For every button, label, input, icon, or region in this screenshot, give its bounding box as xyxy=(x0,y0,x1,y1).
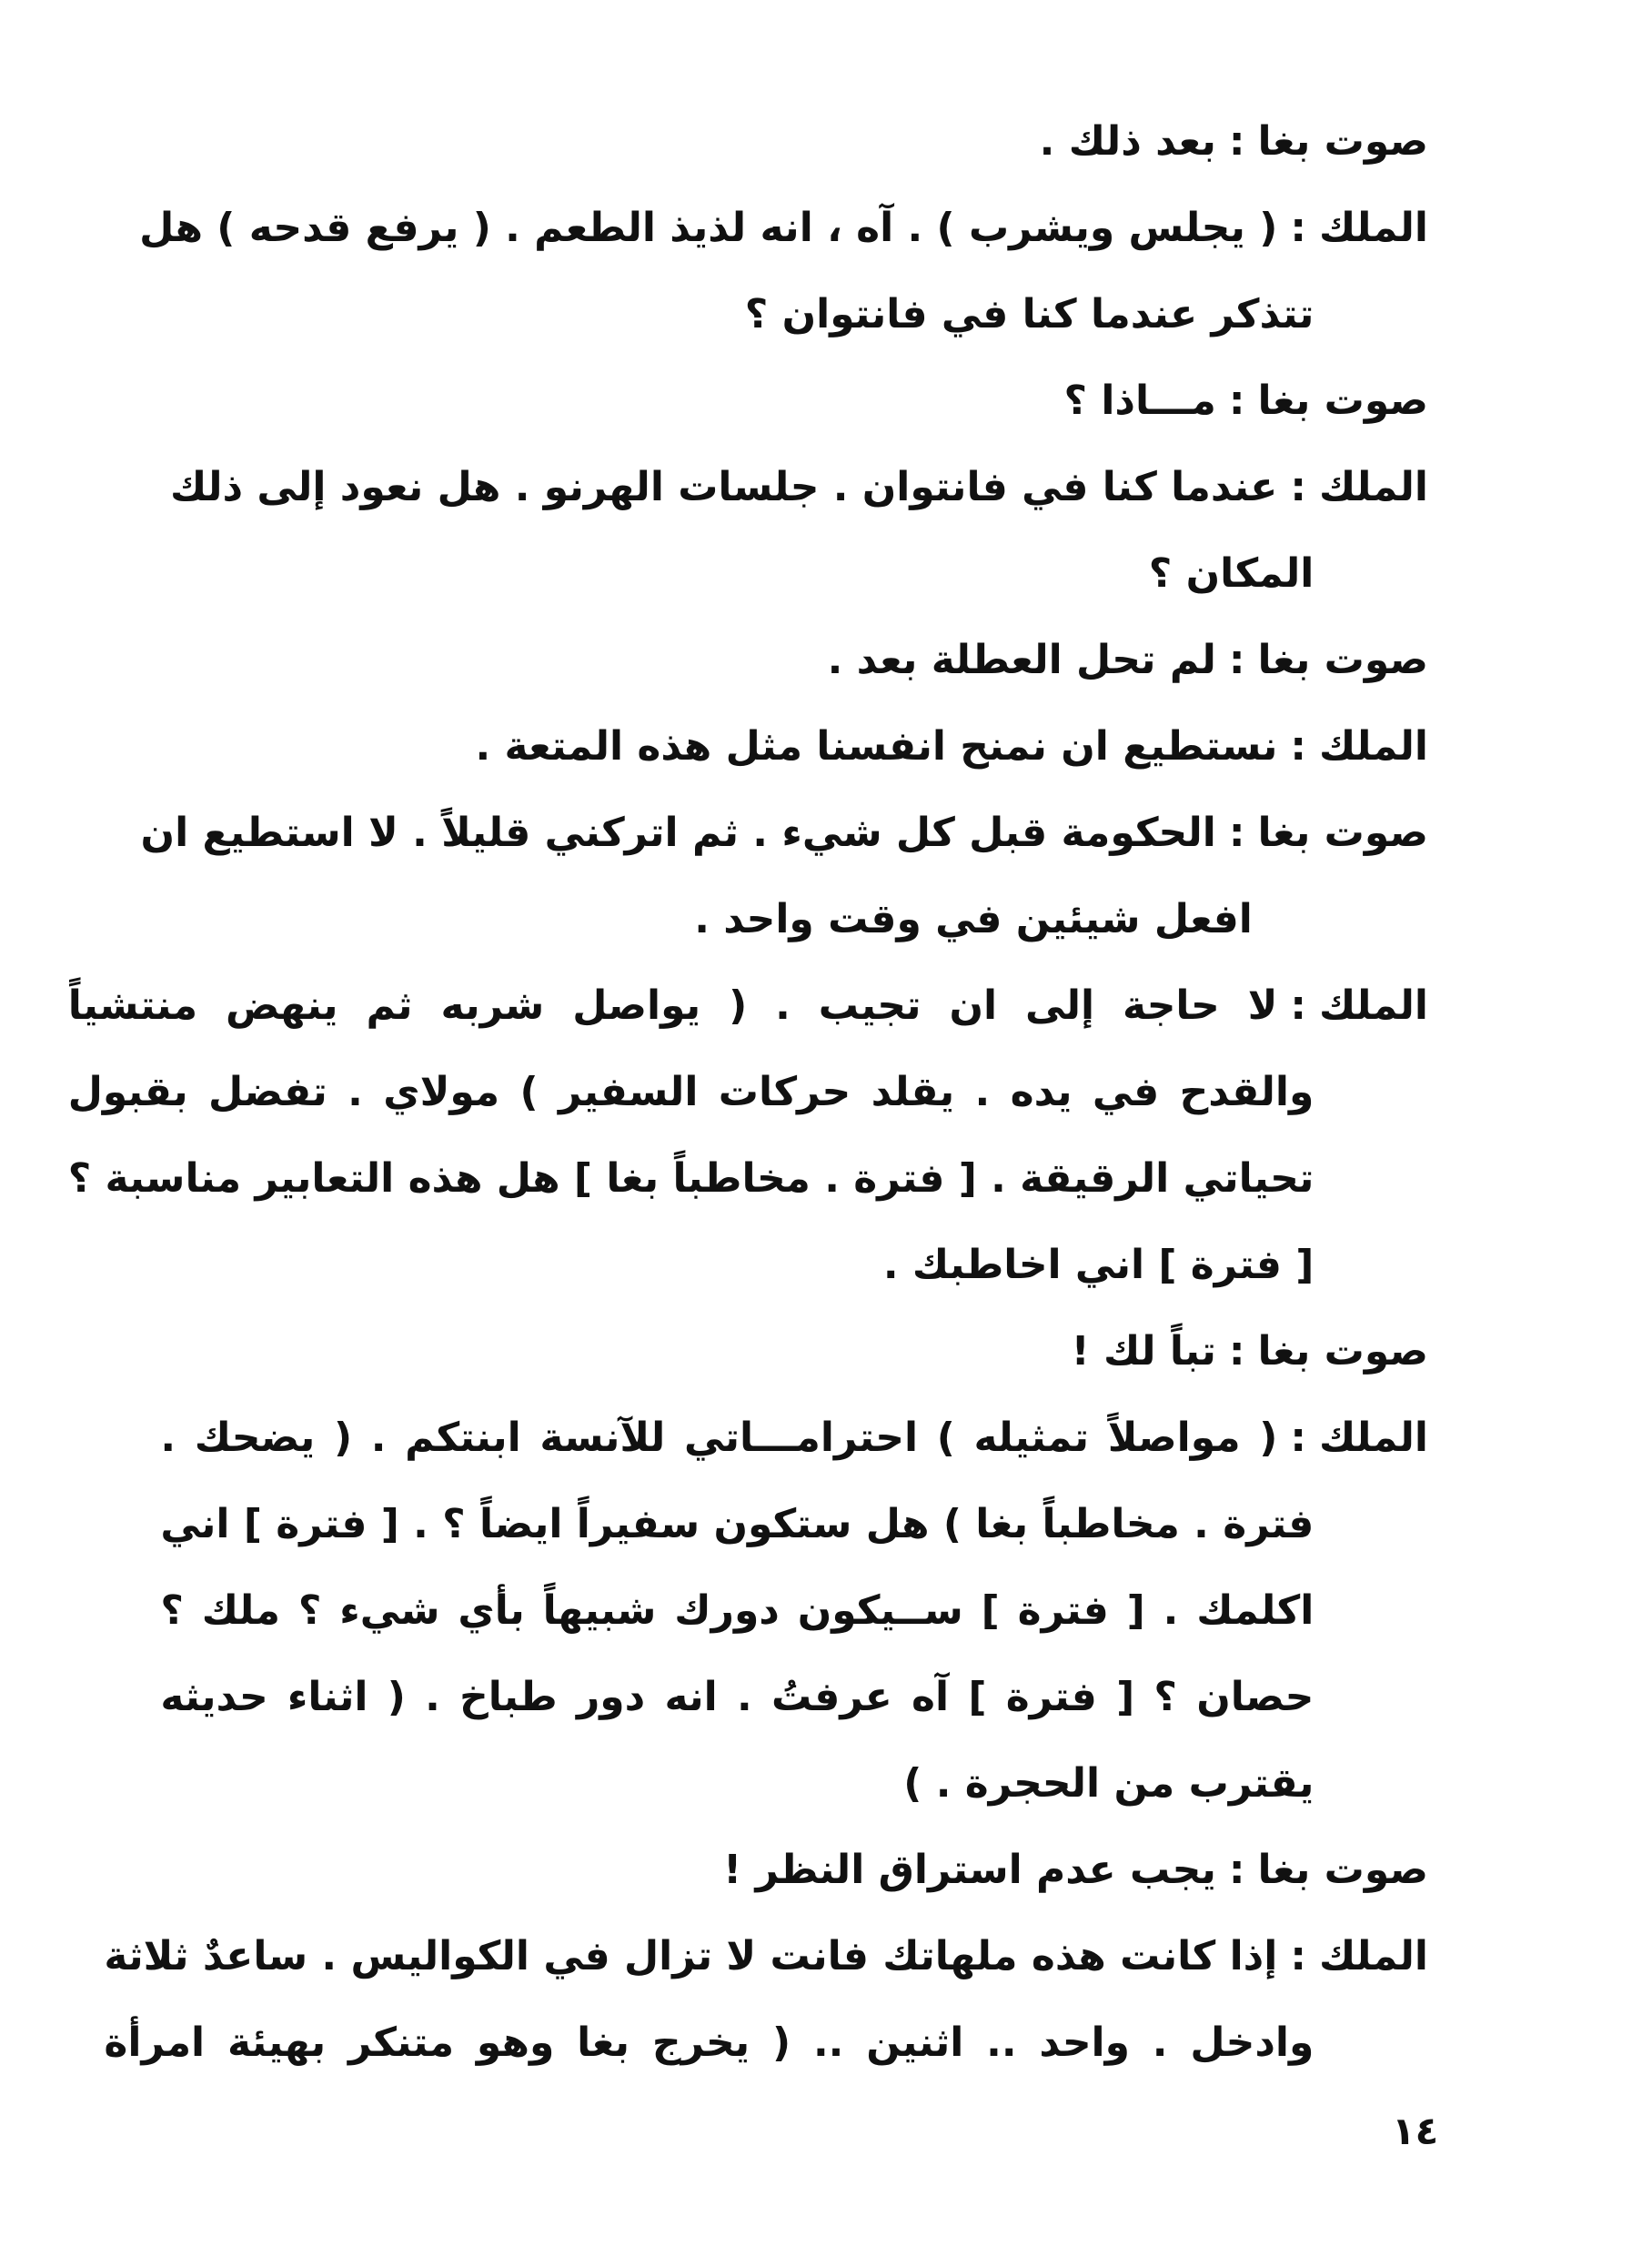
speaker-name: الملك xyxy=(1318,723,1428,770)
speaker-separator: : xyxy=(1228,1328,1245,1375)
dialogue-text xyxy=(218,358,1216,444)
speaker-separator: : xyxy=(1290,1933,1306,1979)
speaker-separator: : xyxy=(1228,637,1245,683)
speaker-name: صوت بغا xyxy=(1257,810,1428,856)
dialogue-text xyxy=(169,444,1315,617)
dialogue-entry xyxy=(140,790,1428,962)
dialogue-entry xyxy=(218,1827,1428,1913)
dialogue-line: لم تحل العطلة بعد . xyxy=(827,637,1216,683)
dialogue-line: عندما كنا في فانتوان . جلسات الهرنو . هل نعود إلى ذلك xyxy=(169,464,1278,510)
speaker-name: الملك xyxy=(1318,464,1428,510)
speaker-separator: : xyxy=(1228,1847,1245,1893)
play-script-page xyxy=(67,98,1428,2086)
speaker-separator: : xyxy=(1290,723,1306,770)
speaker-name: صوت بغا xyxy=(1257,378,1428,424)
speaker-separator: : xyxy=(1228,118,1245,165)
dialogue-line: حصان ؟ [ فترة ] آه عرفتُ . انه دور طباخ . ( اثناء حديثه xyxy=(160,1674,1315,1720)
dialogue-text xyxy=(140,790,1253,962)
page-number: ١٤ xyxy=(1392,2109,1439,2153)
dialogue-line: فترة . مخاطباً بغا ) هل ستكون سفيراً ايضاً ؟ . [ فترة ] اني xyxy=(160,1501,1315,1547)
dialogue-line: بعد ذلك . xyxy=(1039,118,1216,165)
dialogue-entry xyxy=(218,1308,1428,1395)
dialogue-line: تتذكر عندما كنا في فانتوان ؟ xyxy=(744,291,1315,337)
dialogue-line: يجب عدم استراق النظر ! xyxy=(723,1847,1216,1893)
dialogue-line: نستطيع ان نمنح انفسنا مثل هذه المتعة . xyxy=(475,723,1278,770)
speaker-separator: : xyxy=(1228,810,1245,856)
speaker-name: صوت بغا xyxy=(1257,1328,1428,1375)
dialogue-line: المكان ؟ xyxy=(1148,550,1315,597)
dialogue-line: ( مواصلاً تمثيله ) احترامـــاتي للآنسة ابنتكم . ( يضحك . xyxy=(160,1415,1278,1461)
dialogue-text xyxy=(218,98,1216,185)
speaker-separator: : xyxy=(1290,1415,1306,1461)
dialogue-text xyxy=(104,1913,1315,2086)
dialogue-text xyxy=(218,1827,1216,1913)
speaker-name: الملك xyxy=(1318,982,1428,1029)
dialogue-line: إذا كانت هذه ملهاتك فانت لا تزال في الكواليس . ساعدٌ ثلاثة xyxy=(104,1933,1278,1979)
dialogue-line: مـــاذا ؟ xyxy=(1063,378,1216,424)
dialogue-entry xyxy=(218,358,1428,444)
dialogue-line: الحكومة قبل كل شيء . ثم اتركني قليلاً . لا استطيع ان xyxy=(140,810,1216,856)
speaker-name: الملك xyxy=(1318,1415,1428,1461)
dialogue-line: لا حاجة إلى ان تجيب . ( يواصل شربه ثم ينهض منتشياً xyxy=(67,982,1278,1029)
dialogue-entry xyxy=(218,617,1428,703)
dialogue-line: تحياتي الرقيقة . [ فترة . مخاطباً بغا ] هل هذه التعابير مناسبة ؟ xyxy=(67,1155,1315,1202)
dialogue-text xyxy=(67,962,1315,1308)
speaker-name: الملك xyxy=(1318,205,1428,251)
dialogue-entry xyxy=(169,444,1428,617)
dialogue-entry xyxy=(139,185,1428,358)
dialogue-text xyxy=(160,1395,1315,1827)
dialogue-text xyxy=(218,703,1277,790)
dialogue-line: ( يجلس ويشرب ) . آه ، انه لذيذ الطعم . ( يرفع قدحه ) هل xyxy=(139,205,1278,251)
dialogue-text xyxy=(218,1308,1216,1395)
dialogue-text xyxy=(218,617,1216,703)
dialogue-entry xyxy=(67,962,1428,1308)
dialogue-entry xyxy=(218,98,1428,185)
dialogue-text xyxy=(139,185,1315,358)
speaker-separator: : xyxy=(1228,378,1245,424)
dialogue-line: افعل شيئين في وقت واحد . xyxy=(694,896,1253,942)
dialogue-line: والقدح في يده . يقلد حركات السفير ) مولاي . تفضل بقبول xyxy=(67,1069,1315,1115)
dialogue-line: تباً لك ! xyxy=(1071,1328,1216,1375)
dialogue-line: يقترب من الحجرة . ) xyxy=(903,1760,1315,1807)
speaker-name: صوت بغا xyxy=(1257,637,1428,683)
speaker-name: صوت بغا xyxy=(1257,118,1428,165)
speaker-separator: : xyxy=(1290,205,1306,251)
speaker-name: الملك xyxy=(1318,1933,1428,1979)
speaker-separator: : xyxy=(1290,464,1306,510)
dialogue-entry xyxy=(218,703,1428,790)
dialogue-entry xyxy=(160,1395,1428,1827)
speaker-separator: : xyxy=(1290,982,1306,1029)
dialogue-entry xyxy=(104,1913,1428,2086)
dialogue-line: وادخل . واحد .. اثنين .. ( يخرج بغا وهو متنكر بهيئة امرأة xyxy=(104,2019,1315,2066)
dialogue-line: [ فترة ] اني اخاطبك . xyxy=(882,1242,1315,1288)
dialogue-line: اكلمك . [ فترة ] ســيكون دورك شبيهاً بأي شيء ؟ ملك ؟ xyxy=(160,1587,1315,1634)
speaker-name: صوت بغا xyxy=(1257,1847,1428,1893)
